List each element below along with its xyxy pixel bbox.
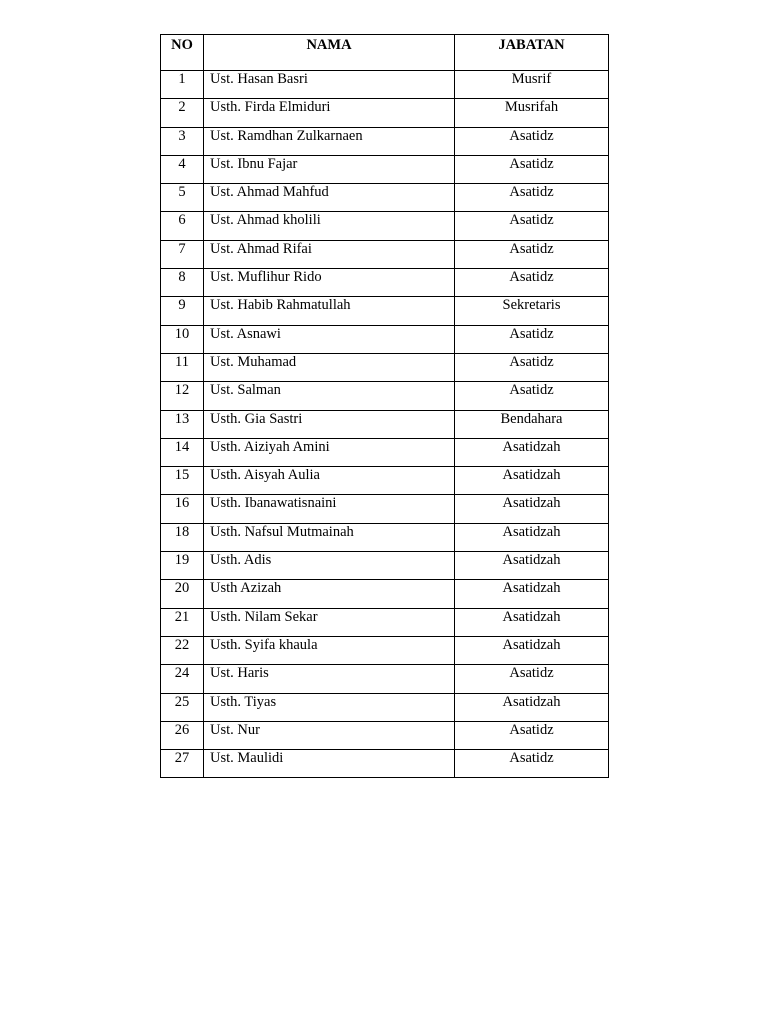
table-row xyxy=(161,353,609,381)
table-body xyxy=(161,71,609,778)
row-position: Asatidzah xyxy=(455,438,609,466)
row-position: Asatidz xyxy=(455,382,609,410)
table-row xyxy=(161,71,609,99)
table-row xyxy=(161,382,609,410)
table-row xyxy=(161,240,609,268)
table-row xyxy=(161,608,609,636)
row-position: Asatidzah xyxy=(455,608,609,636)
row-number: 7 xyxy=(161,240,204,268)
row-position: Asatidzah xyxy=(455,693,609,721)
row-number: 14 xyxy=(161,438,204,466)
table-row xyxy=(161,297,609,325)
row-number: 1 xyxy=(161,71,204,99)
table-row xyxy=(161,636,609,664)
row-number: 20 xyxy=(161,580,204,608)
row-name: Usth. Syifa khaula xyxy=(204,636,455,664)
table-row xyxy=(161,212,609,240)
header-no: NO xyxy=(161,35,204,71)
row-name: Usth. Aisyah Aulia xyxy=(204,467,455,495)
row-number: 11 xyxy=(161,353,204,381)
row-name: Usth Azizah xyxy=(204,580,455,608)
row-name: Ust. Ibnu Fajar xyxy=(204,155,455,183)
row-number: 22 xyxy=(161,636,204,664)
staff-table xyxy=(160,34,609,778)
row-name: Usth. Aiziyah Amini xyxy=(204,438,455,466)
row-name: Ust. Salman xyxy=(204,382,455,410)
row-name: Usth. Nilam Sekar xyxy=(204,608,455,636)
row-number: 10 xyxy=(161,325,204,353)
row-position: Musrif xyxy=(455,71,609,99)
row-number: 4 xyxy=(161,155,204,183)
table-row xyxy=(161,665,609,693)
table-row xyxy=(161,467,609,495)
row-number: 15 xyxy=(161,467,204,495)
table-row xyxy=(161,155,609,183)
row-name: Ust. Ahmad Rifai xyxy=(204,240,455,268)
row-name: Usth. Nafsul Mutmainah xyxy=(204,523,455,551)
header-nama: NAMA xyxy=(204,35,455,71)
row-name: Ust. Haris xyxy=(204,665,455,693)
row-name: Usth. Gia Sastri xyxy=(204,410,455,438)
row-position: Asatidz xyxy=(455,184,609,212)
row-position: Asatidzah xyxy=(455,636,609,664)
row-name: Usth. Firda Elmiduri xyxy=(204,99,455,127)
table-row xyxy=(161,325,609,353)
row-position: Asatidz xyxy=(455,155,609,183)
row-number: 27 xyxy=(161,750,204,778)
row-position: Asatidzah xyxy=(455,580,609,608)
row-number: 8 xyxy=(161,269,204,297)
row-position: Asatidz xyxy=(455,212,609,240)
row-position: Musrifah xyxy=(455,99,609,127)
row-position: Asatidzah xyxy=(455,495,609,523)
row-position: Asatidz xyxy=(455,665,609,693)
row-position: Asatidzah xyxy=(455,523,609,551)
row-position: Asatidzah xyxy=(455,467,609,495)
header-jabatan: JABATAN xyxy=(455,35,609,71)
table-row xyxy=(161,495,609,523)
row-number: 13 xyxy=(161,410,204,438)
row-name: Usth. Tiyas xyxy=(204,693,455,721)
row-name: Usth. Adis xyxy=(204,552,455,580)
table-row xyxy=(161,184,609,212)
table-row xyxy=(161,99,609,127)
row-name: Ust. Hasan Basri xyxy=(204,71,455,99)
table-row xyxy=(161,438,609,466)
row-name: Ust. Maulidi xyxy=(204,750,455,778)
row-position: Bendahara xyxy=(455,410,609,438)
table-row xyxy=(161,580,609,608)
table-row xyxy=(161,750,609,778)
row-name: Ust. Muhamad xyxy=(204,353,455,381)
row-position: Asatidz xyxy=(455,325,609,353)
row-position: Asatidzah xyxy=(455,552,609,580)
row-number: 5 xyxy=(161,184,204,212)
row-number: 21 xyxy=(161,608,204,636)
row-number: 12 xyxy=(161,382,204,410)
row-position: Asatidz xyxy=(455,240,609,268)
table-header xyxy=(161,35,609,71)
row-number: 25 xyxy=(161,693,204,721)
row-name: Ust. Nur xyxy=(204,721,455,749)
header-row xyxy=(161,35,609,71)
row-number: 18 xyxy=(161,523,204,551)
table-row xyxy=(161,693,609,721)
row-number: 16 xyxy=(161,495,204,523)
table-row xyxy=(161,552,609,580)
table-row xyxy=(161,269,609,297)
row-position: Asatidz xyxy=(455,721,609,749)
row-name: Ust. Habib Rahmatullah xyxy=(204,297,455,325)
table-row xyxy=(161,721,609,749)
row-number: 19 xyxy=(161,552,204,580)
row-position: Asatidz xyxy=(455,353,609,381)
table-row xyxy=(161,127,609,155)
row-position: Asatidz xyxy=(455,750,609,778)
row-position: Sekretaris xyxy=(455,297,609,325)
row-number: 9 xyxy=(161,297,204,325)
row-name: Ust. Ahmad Mahfud xyxy=(204,184,455,212)
row-number: 2 xyxy=(161,99,204,127)
row-name: Ust. Muflihur Rido xyxy=(204,269,455,297)
row-name: Ust. Ramdhan Zulkarnaen xyxy=(204,127,455,155)
row-number: 24 xyxy=(161,665,204,693)
row-position: Asatidz xyxy=(455,127,609,155)
table-row xyxy=(161,410,609,438)
row-name: Ust. Asnawi xyxy=(204,325,455,353)
table-row xyxy=(161,523,609,551)
row-number: 26 xyxy=(161,721,204,749)
row-number: 3 xyxy=(161,127,204,155)
row-name: Usth. Ibanawatisnaini xyxy=(204,495,455,523)
row-name: Ust. Ahmad kholili xyxy=(204,212,455,240)
row-position: Asatidz xyxy=(455,269,609,297)
row-number: 6 xyxy=(161,212,204,240)
